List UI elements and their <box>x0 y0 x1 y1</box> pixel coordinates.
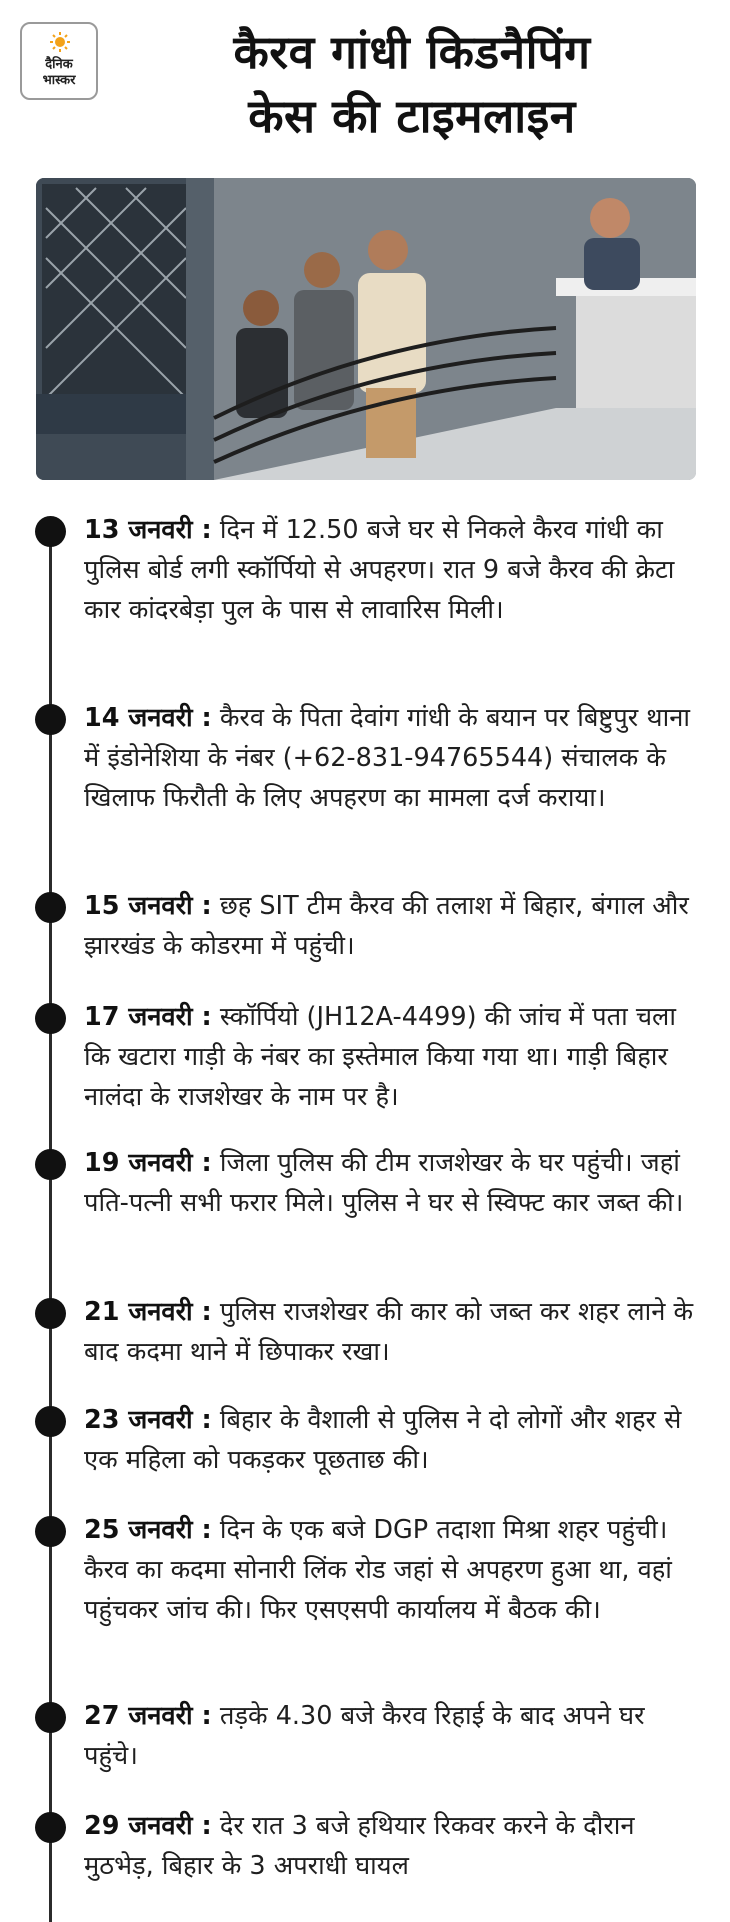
timeline-dot <box>35 1406 66 1437</box>
timeline-description: कैरव के पिता देवांग गांधी के बयान पर बिष्टुपुर थाना में इंडोनेशिया के नंबर (+62-831-94765544) संचालक के खिलाफ फिरौती के लिए अपहरण का मामला दर्ज कराया। <box>84 703 690 813</box>
title-line-1: कैरव गांधी किडनैपिंग <box>233 25 591 79</box>
photo-image <box>36 178 696 480</box>
timeline-entry-text <box>84 1696 704 1776</box>
logo-line-2: भास्कर <box>42 73 76 88</box>
timeline-date: 27 जनवरी : <box>84 1701 212 1731</box>
timeline-description: दिन में 12.50 बजे घर से निकले कैरव गांधी का पुलिस बोर्ड लगी स्कॉर्पियो से अपहरण। रात 9 बजे कैरव की क्रेटा कार कांदरबेड़ा पुल के पास से लावारिस मिली। <box>84 515 675 625</box>
timeline-entry-text <box>84 1143 704 1223</box>
timeline-entry-text <box>84 510 704 630</box>
timeline-entry-text <box>84 1806 704 1886</box>
timeline-description: देर रात 3 बजे हथियार रिकवर करने के दौरान मुठभेड़, बिहार के 3 अपराधी घायल <box>84 1811 635 1881</box>
timeline-date: 23 जनवरी : <box>84 1405 212 1435</box>
timeline-date: 25 जनवरी : <box>84 1515 212 1545</box>
logo-line-1: दैनिक <box>45 57 73 72</box>
timeline-description: दिन के एक बजे DGP तदाशा मिश्रा शहर पहुंची। कैरव का कदमा सोनारी लिंक रोड जहां से अपहरण हुआ था, वहां पहुंचकर जांच की। फिर एसएसपी कार्यालय में बैठक की। <box>84 1515 672 1625</box>
timeline-entry-text <box>84 997 704 1117</box>
dainik-bhaskar-logo <box>20 22 98 100</box>
timeline-date: 29 जनवरी : <box>84 1811 212 1841</box>
timeline-description: बिहार के वैशाली से पुलिस ने दो लोगों और शहर से एक महिला को पकड़कर पूछताछ की। <box>84 1405 682 1475</box>
timeline-dot <box>35 1298 66 1329</box>
timeline-description: पुलिस राजशेखर की कार को जब्त कर शहर लाने के बाद कदमा थाने में छिपाकर रखा। <box>84 1297 694 1367</box>
timeline-description: जिला पुलिस की टीम राजशेखर के घर पहुंची। जहां पति-पत्नी सभी फरार मिले। पुलिस ने घर से स्विफ्ट कार जब्त की। <box>84 1148 684 1218</box>
timeline-dot <box>35 1003 66 1034</box>
timeline-description: छह SIT टीम कैरव की तलाश में बिहार, बंगाल और झारखंड के कोडरमा में पहुंची। <box>84 891 689 961</box>
timeline-date: 15 जनवरी : <box>84 891 212 921</box>
timeline-date: 21 जनवरी : <box>84 1297 212 1327</box>
timeline-entry-text <box>84 698 704 818</box>
timeline-dot <box>35 1516 66 1547</box>
timeline-dot <box>35 1812 66 1843</box>
title-line-2: केस की टाइमलाइन <box>248 89 576 143</box>
timeline-dot <box>35 704 66 735</box>
timeline-date: 14 जनवरी : <box>84 703 212 733</box>
timeline-entry-text <box>84 1292 704 1372</box>
timeline-date: 19 जनवरी : <box>84 1148 212 1178</box>
timeline-date: 17 जनवरी : <box>84 1002 212 1032</box>
timeline-dot <box>35 892 66 923</box>
timeline-description: तड़के 4.30 बजे कैरव रिहाई के बाद अपने घर पहुंचे। <box>84 1701 645 1771</box>
timeline-dot <box>35 1702 66 1733</box>
timeline-entry-text <box>84 886 704 966</box>
page-title <box>112 20 712 148</box>
timeline-entry-text <box>84 1400 704 1480</box>
news-photo <box>36 178 696 480</box>
timeline-date: 13 जनवरी : <box>84 515 212 545</box>
timeline-dot <box>35 1149 66 1180</box>
sun-icon <box>50 32 70 52</box>
timeline-description: स्कॉर्पियो (JH12A-4499) की जांच में पता चला कि खटारा गाड़ी के नंबर का इस्तेमाल किया गया था। गाड़ी बिहार नालंदा के राजशेखर के नाम पर है। <box>84 1002 676 1112</box>
timeline-entry-text <box>84 1510 704 1630</box>
timeline-dot <box>35 516 66 547</box>
